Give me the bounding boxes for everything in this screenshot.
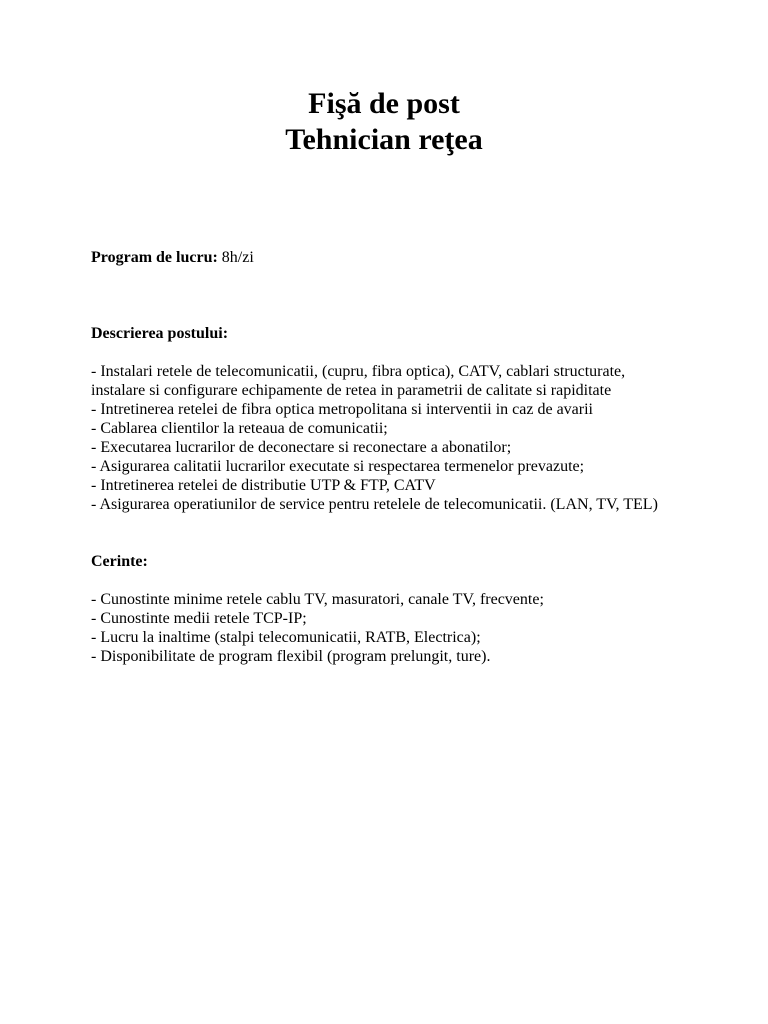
description-item: - Executarea lucrarilor de deconectare si reconectare a abonatilor; [91,439,512,456]
requirements-list [91,590,681,666]
description-item: - Intretinerea retelei de fibra optica metropolitana si interventii in caz de avarii [91,401,593,418]
description-list [91,362,681,514]
requirements-item: - Cunostinte minime retele cablu TV, masuratori, canale TV, frecvente; [91,591,544,608]
description-item: - Instalari retele de telecomunicatii, (cupru, fibra optica), CATV, cablari structurate, instalare si configurare echipamente de retea in parametrii de calitate si rapiditate [91,363,626,399]
description-heading: Descrierea postului: [91,325,229,342]
requirements-item: - Disponibilitate de program flexibil (program prelungit, ture). [91,648,491,665]
description-item: - Cablarea clientilor la reteaua de comunicatii; [91,420,388,437]
schedule-label: Program de lucru: [91,249,218,266]
schedule-value: 8h/zi [221,249,254,266]
requirements-item: - Lucru la inaltime (stalpi telecomunicatii, RATB, Electrica); [91,629,481,646]
requirements-item: - Cunostinte medii retele TCP-IP; [91,610,307,627]
description-item: - Asigurarea operatiunilor de service pentru retelele de telecomunicatii. (LAN, TV, TEL) [91,496,658,513]
title-line-2: Tehnician reţea [285,123,483,156]
document-body [91,248,681,666]
requirements-heading: Cerinte: [91,553,148,570]
schedule-row [91,248,681,267]
description-item: - Intretinerea retelei de distributie UTP & FTP, CATV [91,477,436,494]
description-item: - Asigurarea calitatii lucrarilor executate si respectarea termenelor prevazute; [91,458,585,475]
title-line-1: Fişă de post [308,87,460,120]
document-title [0,86,768,158]
